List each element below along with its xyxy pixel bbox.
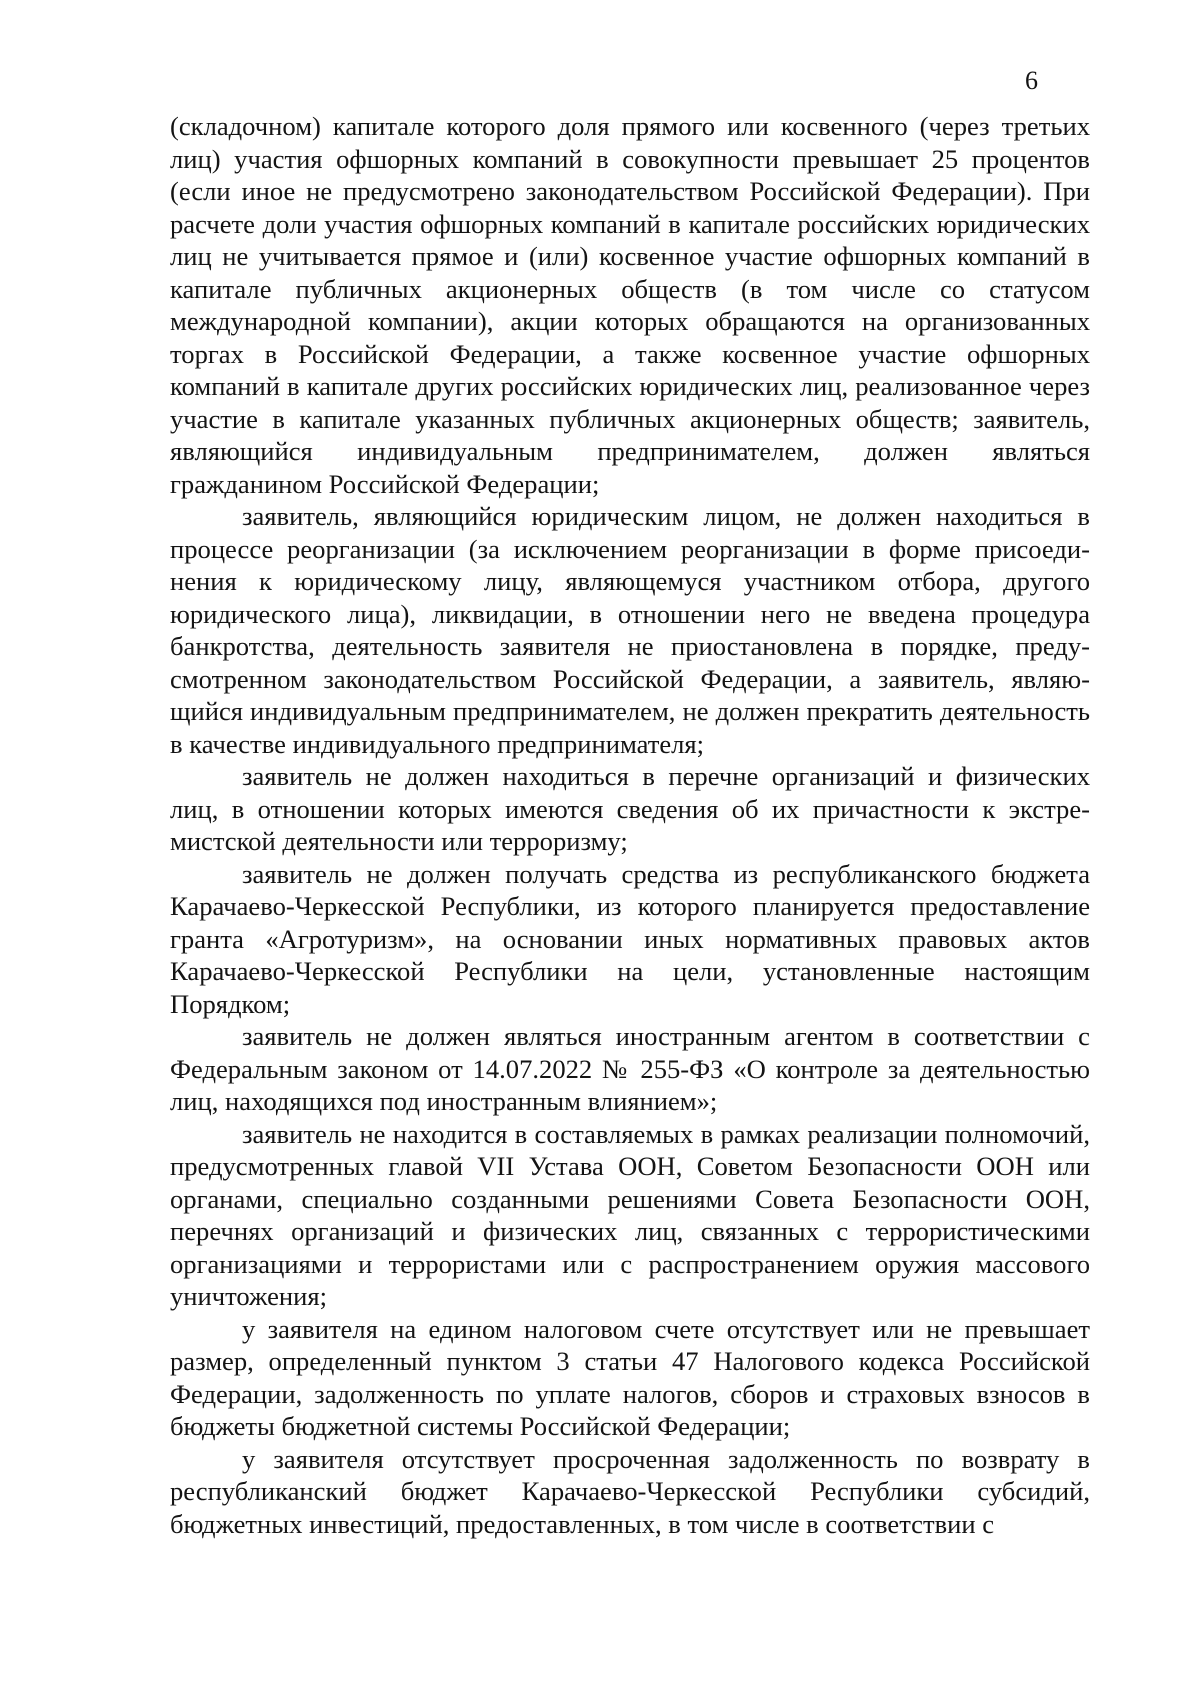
paragraph-un-sanctions: заявитель не находится в составляемых в рамках реализации полномочий, предусмотренных главой VII Устава ООН, Советом Безопасности ООН или органами, специально созданными решениями Совета Безопасности ООН, перечнях организаций и физических лиц, связанных с террористическими организациями и террористами или с распространением оружия массового уничтожения;: [170, 1118, 1090, 1311]
paragraph-tax-debt: у заявителя на едином налоговом счете отсутствует или не превышает размер, определенный пунктом 3 статьи 47 Налогового кодекса Российской Федерации, задолженность по уплате налогов, сборов и страховых взносов в бюджеты бюджетной системы Российской Федерации;: [170, 1313, 1090, 1441]
paragraph-offshore-participation: (складочном) капитале которого доля прямого или косвенного (через третьих лиц) участия офшорных компаний в совокупности превышает 25 процентов (если иное не предусмотрено законодательством Российской Федерации). При расчете доли участия офшорных компаний в капитале российских юридических лиц не учитывается прямое и (или) косвенное участие офшорных компаний в капитале публичных акционерных обществ (в том числе со статусом международной компании), акции которых обращаются на организованных торгах в Российской Федерации, а также косвенное участие офшорных компаний в капитале других российских юридических лиц, реализованное через участие в капитале указанных публичных акционерных обществ; заявитель, являющийся индивидуальным предпринимателем, должен являться гражданином Российской Федерации;: [170, 111, 1090, 499]
page-number: 6: [1025, 66, 1038, 95]
paragraph-extremism-list: заявитель не должен находиться в перечне организаций и физических лиц, в отношении которых имеются сведения об их причастности к экстремистской деятельности или терроризму;: [170, 761, 1090, 856]
paragraph-foreign-agent: заявитель не должен являться иностранным агентом в соответствии с Федеральным законом от 14.07.2022 № 255-ФЗ «О контроле за деятельностью лиц, находящихся под иностранным влиянием»;: [170, 1021, 1090, 1116]
paragraph-reorganization: заявитель, являющийся юридическим лицом, не должен находиться в процессе реорганизации (за исключением реорганизации в форме присоединения к юридическому лицу, являющемуся участником отбора, другого юридического лица), ликвидации, в отношении него не введена процедура банкротства, деятельность заявителя не приостановлена в порядке, предусмотренном законодательством Российской Федерации, а заявитель, являющийся индивидуальным предпринимателем, не должен прекратить деятельность в качестве индивидуального предпринимателя;: [170, 501, 1090, 759]
paragraph-overdue-debt: у заявителя отсутствует просроченная задолженность по возврату в республиканский бюджет Карачаево-Черкесской Республики субсидий, бюджетных инвестиций, предоставленных, в том числе в соответствии с: [170, 1443, 1090, 1539]
paragraph-budget-funds: заявитель не должен получать средства из республиканского бюджета Карачаево-Черкесской Республики, из которого планируется предоставление гранта «Агротуризм», на основании иных нормативных правовых актов Карачаево-Черкесской Республики на цели, установленные настоящим Порядком;: [170, 858, 1090, 1019]
document-body: [170, 110, 1090, 1540]
